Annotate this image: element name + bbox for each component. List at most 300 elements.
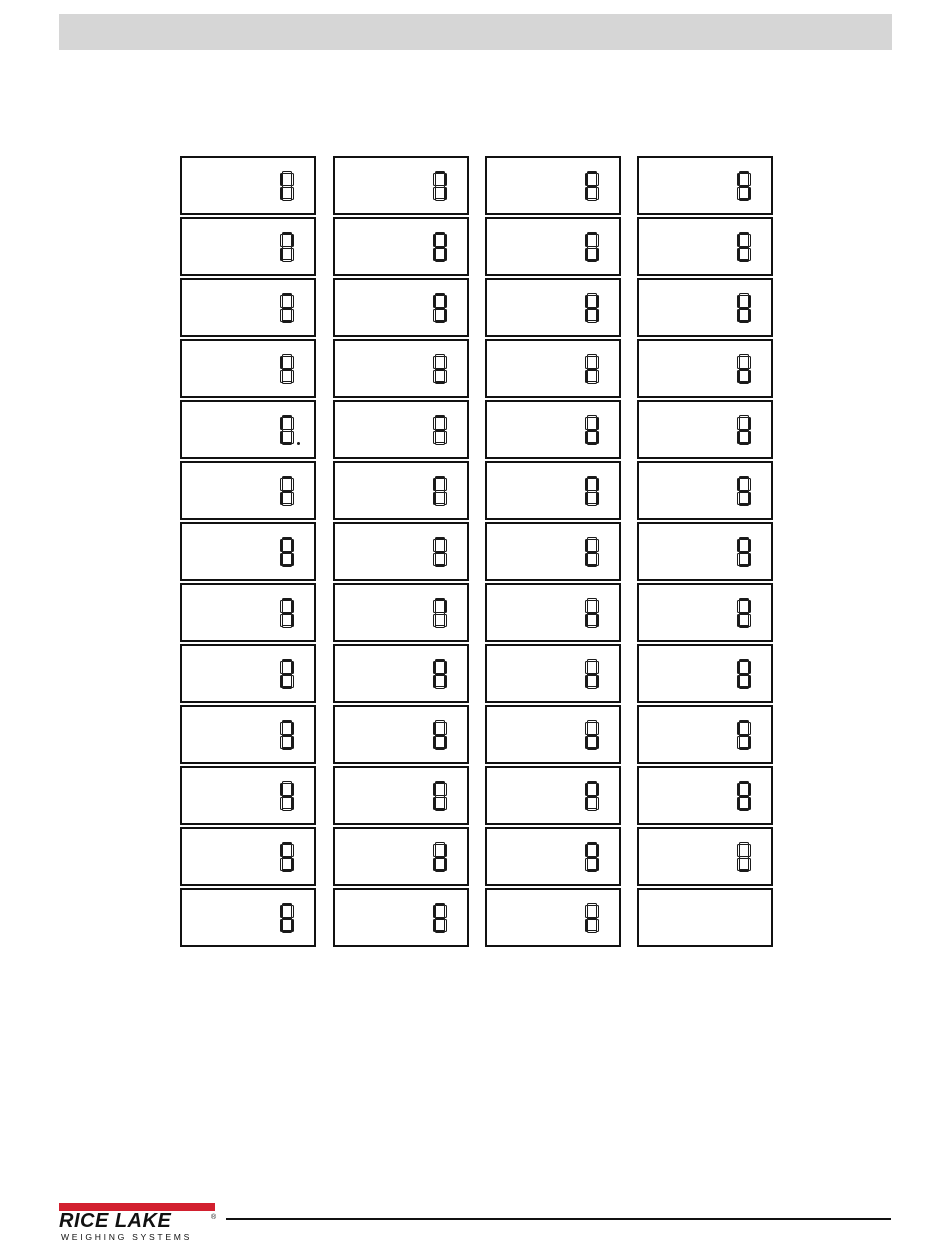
segment-f bbox=[737, 173, 740, 186]
segment-f bbox=[280, 844, 283, 857]
segment-b bbox=[596, 600, 599, 613]
display-cell bbox=[180, 278, 316, 337]
display-cell bbox=[180, 888, 316, 947]
segment-f bbox=[585, 295, 588, 308]
seven-segment-digit bbox=[737, 476, 751, 506]
segment-e bbox=[433, 858, 436, 871]
segment-d bbox=[739, 259, 749, 262]
seven-segment-digit bbox=[737, 842, 751, 872]
segment-e bbox=[737, 736, 740, 749]
segment-e bbox=[737, 614, 740, 627]
segment-b bbox=[596, 722, 599, 735]
segment-g bbox=[587, 795, 597, 798]
segment-d bbox=[587, 808, 597, 811]
segment-b bbox=[291, 600, 294, 613]
display-cell bbox=[637, 888, 773, 947]
segment-e bbox=[737, 309, 740, 322]
segment-g bbox=[435, 795, 445, 798]
seven-segment-digit bbox=[737, 720, 751, 750]
segment-g bbox=[435, 612, 445, 615]
seven-segment-digit bbox=[433, 598, 447, 628]
segment-b bbox=[748, 783, 751, 796]
segment-e bbox=[737, 858, 740, 871]
display-cell bbox=[485, 339, 621, 398]
segment-g bbox=[282, 307, 292, 310]
segment-b bbox=[748, 356, 751, 369]
display-cell bbox=[333, 339, 469, 398]
seven-segment-digit bbox=[585, 659, 599, 689]
segment-d bbox=[282, 625, 292, 628]
seven-segment-digit bbox=[433, 293, 447, 323]
segment-d bbox=[739, 198, 749, 201]
segment-f bbox=[585, 844, 588, 857]
segment-d bbox=[282, 564, 292, 567]
segment-b bbox=[596, 356, 599, 369]
segment-g bbox=[739, 612, 749, 615]
segment-e bbox=[433, 919, 436, 932]
display-cell bbox=[637, 705, 773, 764]
segment-e bbox=[737, 187, 740, 200]
seven-segment-digit bbox=[433, 232, 447, 262]
segment-g bbox=[739, 734, 749, 737]
segment-b bbox=[291, 478, 294, 491]
segment-g bbox=[587, 734, 597, 737]
segment-g bbox=[587, 307, 597, 310]
segment-e bbox=[737, 797, 740, 810]
segment-g bbox=[435, 307, 445, 310]
seven-segment-digit bbox=[433, 659, 447, 689]
segment-g bbox=[587, 185, 597, 188]
seven-segment-digit bbox=[280, 354, 294, 384]
display-cell bbox=[180, 156, 316, 215]
seven-segment-digit bbox=[280, 232, 294, 262]
display-cell bbox=[485, 400, 621, 459]
segment-b bbox=[291, 905, 294, 918]
segment-f bbox=[585, 600, 588, 613]
segment-d bbox=[282, 381, 292, 384]
display-cell bbox=[637, 339, 773, 398]
display-cell bbox=[180, 766, 316, 825]
segment-e bbox=[737, 370, 740, 383]
registered-mark: ® bbox=[211, 1214, 217, 1221]
display-cell bbox=[485, 461, 621, 520]
segment-g bbox=[587, 368, 597, 371]
segment-g bbox=[435, 368, 445, 371]
segment-g bbox=[739, 307, 749, 310]
segment-g bbox=[587, 490, 597, 493]
segment-e bbox=[433, 309, 436, 322]
segment-g bbox=[435, 856, 445, 859]
seven-segment-digit bbox=[737, 781, 751, 811]
segment-d bbox=[435, 259, 445, 262]
segment-e bbox=[585, 187, 588, 200]
display-cell bbox=[485, 705, 621, 764]
display-cell bbox=[485, 278, 621, 337]
segment-b bbox=[748, 295, 751, 308]
segment-d bbox=[739, 503, 749, 506]
segment-d bbox=[282, 198, 292, 201]
segment-b bbox=[596, 417, 599, 430]
segment-e bbox=[433, 675, 436, 688]
segment-e bbox=[280, 797, 283, 810]
seven-segment-digit bbox=[585, 171, 599, 201]
segment-d bbox=[282, 320, 292, 323]
display-character-grid bbox=[180, 156, 774, 948]
display-cell bbox=[180, 461, 316, 520]
segment-b bbox=[748, 539, 751, 552]
segment-d bbox=[587, 564, 597, 567]
seven-segment-digit bbox=[585, 781, 599, 811]
seven-segment-digit bbox=[280, 476, 294, 506]
segment-f bbox=[280, 295, 283, 308]
seven-segment-digit bbox=[585, 415, 599, 445]
display-cell bbox=[333, 156, 469, 215]
segment-g bbox=[739, 856, 749, 859]
seven-segment-digit bbox=[433, 720, 447, 750]
segment-b bbox=[444, 600, 447, 613]
segment-g bbox=[435, 246, 445, 249]
segment-d bbox=[435, 869, 445, 872]
segment-f bbox=[433, 417, 436, 430]
seven-segment-digit bbox=[737, 537, 751, 567]
display-cell bbox=[637, 522, 773, 581]
segment-f bbox=[280, 417, 283, 430]
segment-d bbox=[435, 442, 445, 445]
segment-f bbox=[585, 722, 588, 735]
seven-segment-digit bbox=[433, 415, 447, 445]
segment-d bbox=[435, 564, 445, 567]
segment-g bbox=[435, 734, 445, 737]
segment-f bbox=[280, 173, 283, 186]
segment-d bbox=[587, 686, 597, 689]
segment-e bbox=[585, 736, 588, 749]
segment-d bbox=[435, 625, 445, 628]
display-cell bbox=[637, 461, 773, 520]
segment-b bbox=[444, 295, 447, 308]
segment-b bbox=[444, 661, 447, 674]
segment-f bbox=[433, 295, 436, 308]
seven-segment-digit bbox=[433, 781, 447, 811]
segment-d bbox=[282, 747, 292, 750]
segment-d bbox=[739, 564, 749, 567]
seven-segment-digit bbox=[280, 171, 294, 201]
segment-f bbox=[280, 905, 283, 918]
display-cell bbox=[637, 766, 773, 825]
segment-e bbox=[585, 919, 588, 932]
segment-d bbox=[435, 198, 445, 201]
seven-segment-digit bbox=[433, 354, 447, 384]
display-cell bbox=[333, 766, 469, 825]
segment-f bbox=[433, 722, 436, 735]
segment-d bbox=[435, 930, 445, 933]
segment-b bbox=[444, 478, 447, 491]
segment-b bbox=[444, 722, 447, 735]
segment-d bbox=[587, 442, 597, 445]
segment-f bbox=[737, 600, 740, 613]
rice-lake-logo bbox=[59, 1203, 219, 1243]
segment-g bbox=[739, 490, 749, 493]
segment-b bbox=[748, 234, 751, 247]
segment-d bbox=[435, 503, 445, 506]
segment-e bbox=[737, 553, 740, 566]
segment-g bbox=[739, 246, 749, 249]
segment-e bbox=[280, 553, 283, 566]
segment-d bbox=[739, 869, 749, 872]
segment-g bbox=[587, 246, 597, 249]
display-cell bbox=[333, 400, 469, 459]
segment-f bbox=[585, 661, 588, 674]
segment-f bbox=[433, 600, 436, 613]
seven-segment-digit bbox=[585, 842, 599, 872]
display-cell bbox=[485, 827, 621, 886]
segment-g bbox=[739, 368, 749, 371]
segment-d bbox=[587, 930, 597, 933]
header-bar bbox=[59, 14, 892, 50]
seven-segment-digit bbox=[585, 903, 599, 933]
segment-d bbox=[587, 869, 597, 872]
segment-f bbox=[433, 539, 436, 552]
segment-d bbox=[587, 320, 597, 323]
segment-b bbox=[748, 722, 751, 735]
segment-e bbox=[585, 858, 588, 871]
segment-f bbox=[585, 234, 588, 247]
segment-g bbox=[282, 673, 292, 676]
segment-b bbox=[291, 539, 294, 552]
segment-e bbox=[280, 675, 283, 688]
seven-segment-digit bbox=[585, 720, 599, 750]
seven-segment-digit bbox=[280, 415, 294, 445]
segment-g bbox=[282, 856, 292, 859]
segment-g bbox=[739, 185, 749, 188]
segment-b bbox=[444, 173, 447, 186]
display-cell bbox=[485, 156, 621, 215]
segment-e bbox=[280, 309, 283, 322]
segment-e bbox=[585, 309, 588, 322]
logo-tagline: WEIGHING SYSTEMS bbox=[61, 1232, 193, 1242]
segment-g bbox=[435, 185, 445, 188]
segment-f bbox=[737, 783, 740, 796]
segment-e bbox=[280, 919, 283, 932]
seven-segment-digit bbox=[737, 293, 751, 323]
display-cell bbox=[485, 217, 621, 276]
segment-g bbox=[435, 490, 445, 493]
display-cell bbox=[637, 644, 773, 703]
display-cell bbox=[485, 583, 621, 642]
decimal-point bbox=[297, 442, 300, 445]
segment-d bbox=[587, 381, 597, 384]
display-cell bbox=[485, 522, 621, 581]
display-cell bbox=[637, 583, 773, 642]
segment-d bbox=[739, 747, 749, 750]
segment-g bbox=[282, 246, 292, 249]
display-cell bbox=[637, 827, 773, 886]
segment-b bbox=[444, 417, 447, 430]
segment-d bbox=[282, 808, 292, 811]
segment-g bbox=[739, 673, 749, 676]
segment-b bbox=[291, 722, 294, 735]
seven-segment-digit bbox=[585, 476, 599, 506]
segment-d bbox=[739, 320, 749, 323]
display-cell bbox=[180, 339, 316, 398]
segment-g bbox=[587, 429, 597, 432]
segment-e bbox=[585, 248, 588, 261]
seven-segment-digit bbox=[585, 354, 599, 384]
segment-e bbox=[280, 370, 283, 383]
display-cell bbox=[333, 522, 469, 581]
display-cell bbox=[180, 400, 316, 459]
segment-d bbox=[587, 747, 597, 750]
segment-b bbox=[444, 844, 447, 857]
display-cell bbox=[333, 583, 469, 642]
segment-f bbox=[433, 173, 436, 186]
seven-segment-digit bbox=[280, 842, 294, 872]
segment-e bbox=[585, 370, 588, 383]
segment-b bbox=[291, 173, 294, 186]
segment-e bbox=[737, 492, 740, 505]
segment-f bbox=[737, 478, 740, 491]
segment-b bbox=[291, 783, 294, 796]
display-cell bbox=[333, 217, 469, 276]
segment-d bbox=[587, 259, 597, 262]
seven-segment-digit bbox=[585, 232, 599, 262]
seven-segment-digit bbox=[585, 598, 599, 628]
segment-f bbox=[737, 234, 740, 247]
seven-segment-digit bbox=[737, 598, 751, 628]
segment-g bbox=[587, 551, 597, 554]
segment-g bbox=[435, 429, 445, 432]
segment-f bbox=[433, 783, 436, 796]
segment-e bbox=[280, 431, 283, 444]
segment-e bbox=[585, 675, 588, 688]
segment-b bbox=[596, 234, 599, 247]
segment-f bbox=[585, 783, 588, 796]
segment-g bbox=[587, 917, 597, 920]
display-cell bbox=[333, 278, 469, 337]
display-cell bbox=[637, 278, 773, 337]
segment-b bbox=[596, 539, 599, 552]
segment-d bbox=[739, 686, 749, 689]
segment-g bbox=[282, 795, 292, 798]
seven-segment-digit bbox=[585, 537, 599, 567]
segment-f bbox=[737, 722, 740, 735]
segment-g bbox=[282, 612, 292, 615]
seven-segment-digit bbox=[585, 293, 599, 323]
segment-e bbox=[585, 797, 588, 810]
segment-f bbox=[280, 661, 283, 674]
segment-b bbox=[748, 844, 751, 857]
segment-f bbox=[433, 356, 436, 369]
display-cell bbox=[333, 644, 469, 703]
segment-e bbox=[585, 431, 588, 444]
display-cell bbox=[637, 400, 773, 459]
segment-b bbox=[444, 783, 447, 796]
segment-g bbox=[739, 551, 749, 554]
segment-b bbox=[748, 478, 751, 491]
display-cell bbox=[180, 705, 316, 764]
segment-e bbox=[585, 492, 588, 505]
segment-e bbox=[585, 553, 588, 566]
segment-f bbox=[585, 905, 588, 918]
segment-g bbox=[282, 917, 292, 920]
segment-e bbox=[433, 797, 436, 810]
display-cell bbox=[180, 522, 316, 581]
segment-d bbox=[739, 808, 749, 811]
segment-e bbox=[737, 248, 740, 261]
segment-e bbox=[433, 370, 436, 383]
segment-f bbox=[433, 661, 436, 674]
segment-e bbox=[280, 736, 283, 749]
segment-d bbox=[282, 686, 292, 689]
segment-d bbox=[739, 625, 749, 628]
seven-segment-digit bbox=[433, 537, 447, 567]
display-cell bbox=[180, 827, 316, 886]
display-cell bbox=[333, 827, 469, 886]
segment-f bbox=[280, 234, 283, 247]
seven-segment-digit bbox=[433, 476, 447, 506]
seven-segment-digit bbox=[280, 293, 294, 323]
segment-b bbox=[596, 661, 599, 674]
segment-f bbox=[280, 478, 283, 491]
segment-b bbox=[444, 356, 447, 369]
segment-e bbox=[433, 553, 436, 566]
segment-e bbox=[737, 431, 740, 444]
segment-f bbox=[433, 478, 436, 491]
segment-f bbox=[280, 783, 283, 796]
seven-segment-digit bbox=[433, 842, 447, 872]
segment-b bbox=[596, 295, 599, 308]
segment-f bbox=[585, 356, 588, 369]
segment-d bbox=[435, 686, 445, 689]
segment-b bbox=[748, 173, 751, 186]
segment-e bbox=[280, 187, 283, 200]
display-cell bbox=[485, 766, 621, 825]
segment-d bbox=[282, 930, 292, 933]
segment-d bbox=[282, 442, 292, 445]
segment-e bbox=[280, 492, 283, 505]
segment-d bbox=[435, 381, 445, 384]
segment-b bbox=[748, 661, 751, 674]
segment-d bbox=[282, 869, 292, 872]
seven-segment-digit bbox=[433, 171, 447, 201]
segment-f bbox=[280, 356, 283, 369]
display-cell bbox=[485, 644, 621, 703]
segment-e bbox=[433, 431, 436, 444]
segment-e bbox=[433, 248, 436, 261]
segment-b bbox=[596, 478, 599, 491]
segment-d bbox=[282, 259, 292, 262]
segment-e bbox=[280, 614, 283, 627]
segment-g bbox=[282, 551, 292, 554]
display-cell bbox=[333, 705, 469, 764]
segment-f bbox=[585, 417, 588, 430]
segment-g bbox=[435, 673, 445, 676]
segment-e bbox=[433, 492, 436, 505]
segment-g bbox=[587, 673, 597, 676]
segment-d bbox=[587, 625, 597, 628]
segment-f bbox=[737, 844, 740, 857]
segment-b bbox=[596, 173, 599, 186]
seven-segment-digit bbox=[280, 537, 294, 567]
display-cell bbox=[180, 644, 316, 703]
segment-e bbox=[433, 736, 436, 749]
display-cell bbox=[637, 156, 773, 215]
display-cell bbox=[333, 461, 469, 520]
segment-f bbox=[737, 417, 740, 430]
segment-f bbox=[280, 539, 283, 552]
display-cell bbox=[180, 583, 316, 642]
segment-b bbox=[291, 356, 294, 369]
display-cell bbox=[180, 217, 316, 276]
